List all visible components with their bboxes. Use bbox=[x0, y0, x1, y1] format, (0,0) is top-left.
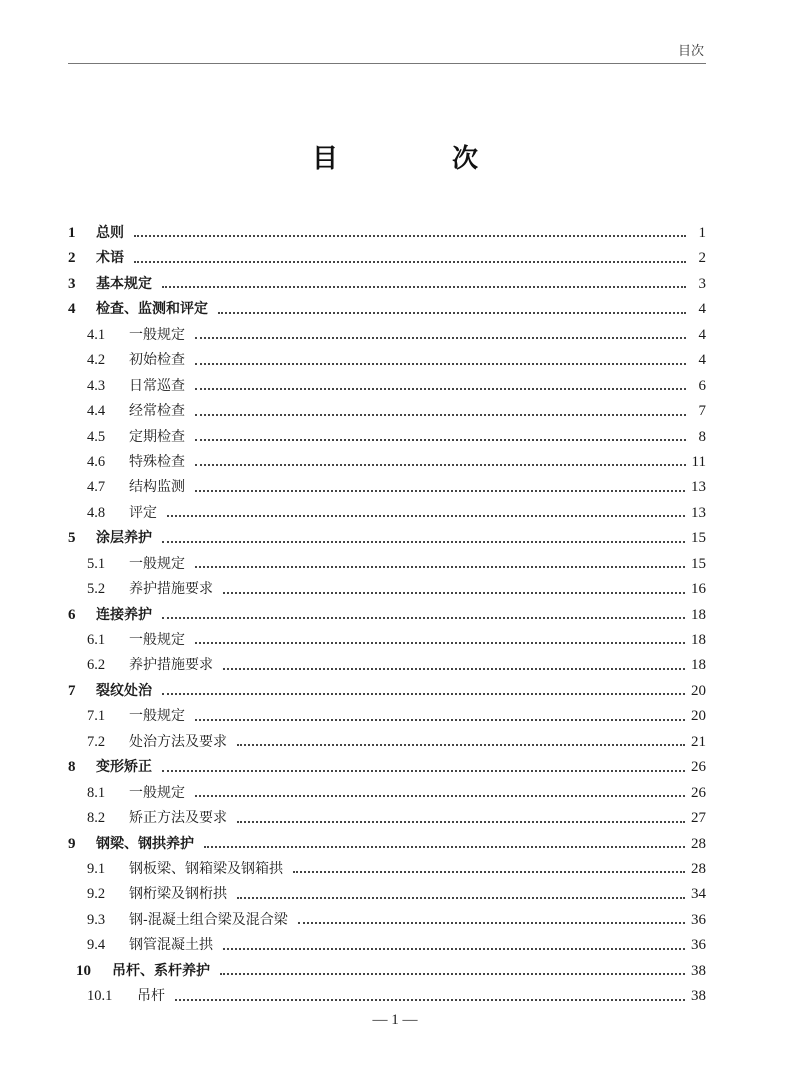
header-rule bbox=[68, 63, 706, 64]
toc-entry-label: 吊杆、系杆养护 bbox=[112, 962, 210, 979]
toc-entry-page: 16 bbox=[691, 581, 706, 598]
toc-entry-number: 8.1 bbox=[87, 784, 106, 801]
toc-section-entry[interactable] bbox=[68, 451, 706, 476]
toc-chapter-entry[interactable] bbox=[68, 273, 706, 298]
toc-entry-number: 7 bbox=[68, 682, 76, 699]
toc-entry-page: 28 bbox=[691, 860, 706, 877]
toc-entry-page: 38 bbox=[691, 988, 706, 1005]
toc-dot-leader bbox=[237, 897, 685, 899]
toc-entry-number: 4 bbox=[68, 301, 76, 318]
toc-dot-leader bbox=[175, 999, 685, 1001]
toc-entry-page: 18 bbox=[691, 632, 706, 648]
toc-dot-leader bbox=[195, 337, 686, 339]
toc-entry-number: 8.2 bbox=[87, 810, 106, 827]
toc-entry-number: 4.5 bbox=[87, 428, 106, 445]
toc-section-entry[interactable] bbox=[68, 349, 706, 374]
toc-entry-label: 总则 bbox=[96, 225, 124, 241]
toc-entry-page: 13 bbox=[691, 479, 706, 496]
toc-entry-page: 38 bbox=[691, 962, 706, 979]
toc-chapter-entry[interactable] bbox=[68, 604, 706, 629]
toc-dot-leader bbox=[162, 693, 685, 695]
toc-entry-label: 变形矫正 bbox=[96, 759, 152, 776]
toc-dot-leader bbox=[195, 642, 685, 644]
toc-entry-number: 2 bbox=[68, 250, 76, 267]
toc-dot-leader bbox=[195, 363, 686, 365]
toc-dot-leader bbox=[162, 541, 685, 543]
toc-entry-number: 4.6 bbox=[87, 453, 106, 470]
toc-dot-leader bbox=[218, 312, 686, 314]
toc-entry-page: 15 bbox=[691, 530, 706, 547]
toc-entry-number: 8 bbox=[68, 759, 76, 776]
toc-entry-page: 1 bbox=[698, 225, 706, 241]
toc-dot-leader bbox=[195, 566, 685, 568]
toc-section-entry[interactable] bbox=[68, 883, 706, 908]
toc-section-entry[interactable] bbox=[68, 782, 706, 807]
toc-dot-leader bbox=[298, 922, 685, 924]
toc-entry-number: 5 bbox=[68, 530, 76, 547]
toc-entry-page: 6 bbox=[698, 377, 706, 394]
toc-section-entry[interactable] bbox=[68, 578, 706, 603]
toc-section-entry[interactable] bbox=[68, 654, 706, 679]
toc-entry-number: 10 bbox=[76, 962, 91, 979]
toc-section-entry[interactable] bbox=[68, 426, 706, 451]
toc-entry-label: 钢板梁、钢箱梁及钢箱拱 bbox=[129, 860, 283, 877]
toc-entry-label: 处治方法及要求 bbox=[129, 733, 227, 750]
toc-entry-label: 钢-混凝土组合梁及混合梁 bbox=[129, 911, 288, 928]
toc-dot-leader bbox=[223, 668, 685, 670]
toc-entry-page: 4 bbox=[698, 326, 706, 343]
toc-entry-number: 4.2 bbox=[87, 352, 106, 369]
toc-dot-leader bbox=[195, 439, 686, 441]
toc-entry-number: 9.4 bbox=[87, 937, 106, 954]
toc-entry-number: 9.3 bbox=[87, 911, 106, 928]
toc-entry-label: 基本规定 bbox=[96, 275, 152, 292]
toc-dot-leader bbox=[195, 464, 686, 466]
toc-entry-page: 13 bbox=[691, 504, 706, 521]
toc-entry-page: 20 bbox=[691, 682, 706, 699]
toc-dot-leader bbox=[134, 235, 686, 237]
toc-entry-page: 18 bbox=[691, 606, 706, 623]
toc-entry-label: 日常巡查 bbox=[129, 377, 185, 394]
toc-chapter-entry[interactable] bbox=[68, 298, 706, 323]
toc-dot-leader bbox=[162, 617, 685, 619]
toc-entry-number: 9 bbox=[68, 835, 76, 852]
toc-entry-number: 6.1 bbox=[87, 632, 106, 648]
toc-entry-label: 一般规定 bbox=[129, 632, 185, 648]
toc-entry-label: 一般规定 bbox=[129, 555, 185, 572]
toc-entry-page: 15 bbox=[691, 555, 706, 572]
toc-chapter-entry[interactable] bbox=[68, 247, 706, 272]
toc-entry-label: 一般规定 bbox=[129, 326, 185, 343]
toc-section-entry[interactable] bbox=[68, 375, 706, 400]
running-header: 目次 bbox=[677, 44, 704, 59]
toc-entry-number: 6.2 bbox=[87, 657, 106, 674]
toc-entry-number: 3 bbox=[68, 275, 76, 292]
toc-entry-page: 18 bbox=[691, 657, 706, 674]
toc-entry-label: 一般规定 bbox=[129, 708, 185, 725]
toc-entry-label: 裂纹处治 bbox=[96, 682, 152, 699]
toc-chapter-entry[interactable] bbox=[68, 833, 706, 858]
toc-entry-label: 连接养护 bbox=[96, 606, 152, 623]
toc-dot-leader bbox=[162, 286, 686, 288]
toc-dot-leader bbox=[195, 490, 685, 492]
toc-section-entry[interactable] bbox=[68, 502, 706, 527]
toc-entry-number: 1 bbox=[68, 225, 76, 241]
toc-entry-number: 7.2 bbox=[87, 733, 106, 750]
toc-entry-label: 钢梁、钢拱养护 bbox=[96, 835, 194, 852]
toc-entry-number: 9.1 bbox=[87, 860, 106, 877]
toc-entry-number: 10.1 bbox=[87, 988, 113, 1005]
toc-entry-number: 4.7 bbox=[87, 479, 106, 496]
toc-section-entry[interactable] bbox=[68, 629, 706, 654]
toc-entry-page: 21 bbox=[691, 733, 706, 750]
toc-entry-number: 9.2 bbox=[87, 886, 106, 903]
toc-section-entry[interactable] bbox=[68, 324, 706, 349]
toc-chapter-entry[interactable] bbox=[68, 527, 706, 552]
toc-dot-leader bbox=[237, 744, 685, 746]
toc-chapter-entry[interactable] bbox=[68, 960, 706, 985]
toc-dot-leader bbox=[195, 795, 685, 797]
toc-dot-leader bbox=[162, 770, 685, 772]
toc-dot-leader bbox=[220, 973, 685, 975]
toc-entry-page: 27 bbox=[691, 810, 706, 827]
toc-entry-number: 7.1 bbox=[87, 708, 106, 725]
toc-entry-label: 定期检查 bbox=[129, 428, 185, 445]
toc-section-entry[interactable] bbox=[68, 909, 706, 934]
toc-section-entry[interactable] bbox=[68, 553, 706, 578]
toc-chapter-entry[interactable] bbox=[68, 756, 706, 781]
toc-entry-page: 28 bbox=[691, 835, 706, 852]
toc-entry-label: 检查、监测和评定 bbox=[96, 301, 208, 318]
toc-entry-label: 钢管混凝土拱 bbox=[129, 937, 213, 954]
toc-entry-page: 26 bbox=[691, 759, 706, 776]
toc-dot-leader bbox=[223, 592, 685, 594]
toc-entry-number: 5.1 bbox=[87, 555, 106, 572]
toc-dot-leader bbox=[204, 846, 685, 848]
toc-entry-label: 经常检查 bbox=[129, 403, 185, 420]
toc-section-entry[interactable] bbox=[68, 476, 706, 501]
toc-dot-leader bbox=[167, 515, 685, 517]
toc-dot-leader bbox=[195, 388, 686, 390]
toc-entry-page: 36 bbox=[691, 937, 706, 954]
toc-entry-label: 吊杆 bbox=[137, 988, 165, 1005]
toc-section-entry[interactable] bbox=[68, 858, 706, 883]
toc-entry-number: 4.1 bbox=[87, 326, 106, 343]
toc-entry-page: 4 bbox=[698, 352, 706, 369]
toc-entry-page: 3 bbox=[698, 275, 706, 292]
toc-entry-label: 养护措施要求 bbox=[129, 657, 213, 674]
toc-entry-label: 特殊检查 bbox=[129, 453, 185, 470]
toc-entry-label: 钢桁梁及钢桁拱 bbox=[129, 886, 227, 903]
toc-dot-leader bbox=[237, 821, 685, 823]
toc-entry-label: 矫正方法及要求 bbox=[129, 810, 227, 827]
toc-entry-page: 8 bbox=[698, 428, 706, 445]
toc-entry-label: 初始检查 bbox=[129, 352, 185, 369]
toc-dot-leader bbox=[293, 871, 685, 873]
toc-entry-page: 26 bbox=[691, 784, 706, 801]
toc-section-entry[interactable] bbox=[68, 807, 706, 832]
toc-entry-number: 4.4 bbox=[87, 403, 106, 420]
toc-entry-number: 4.3 bbox=[87, 377, 106, 394]
toc-chapter-entry[interactable] bbox=[68, 680, 706, 705]
toc-entry-page: 20 bbox=[691, 708, 706, 725]
toc-entry-label: 评定 bbox=[129, 504, 157, 521]
toc-entry-label: 一般规定 bbox=[129, 784, 185, 801]
toc-dot-leader bbox=[223, 948, 685, 950]
toc-entry-label: 术语 bbox=[96, 250, 124, 267]
toc-entry-label: 养护措施要求 bbox=[129, 581, 213, 598]
toc-chapter-entry[interactable] bbox=[68, 222, 706, 247]
toc-entry-number: 5.2 bbox=[87, 581, 106, 598]
toc-entry-label: 结构监测 bbox=[129, 479, 185, 496]
toc-section-entry[interactable] bbox=[68, 934, 706, 959]
page-title: 目 次 bbox=[311, 144, 522, 174]
toc-entry-page: 4 bbox=[698, 301, 706, 318]
toc-dot-leader bbox=[195, 719, 685, 721]
toc-entry-page: 2 bbox=[698, 250, 706, 267]
toc-dot-leader bbox=[195, 414, 686, 416]
toc-entry-page: 11 bbox=[691, 453, 706, 470]
toc-entry-page: 7 bbox=[698, 403, 706, 420]
toc-entry-page: 36 bbox=[691, 911, 706, 928]
toc-entry-number: 4.8 bbox=[87, 504, 106, 521]
toc-section-entry[interactable] bbox=[68, 731, 706, 756]
toc-dot-leader bbox=[134, 261, 686, 263]
toc-section-entry[interactable] bbox=[68, 705, 706, 730]
toc-entry-page: 34 bbox=[691, 886, 706, 903]
toc-section-entry[interactable] bbox=[68, 400, 706, 425]
toc-section-entry[interactable] bbox=[68, 985, 706, 1010]
table-of-contents bbox=[68, 222, 706, 1011]
toc-entry-label: 涂层养护 bbox=[96, 530, 152, 547]
toc-entry-number: 6 bbox=[68, 606, 76, 623]
page-number: — 1 — bbox=[372, 1012, 418, 1028]
